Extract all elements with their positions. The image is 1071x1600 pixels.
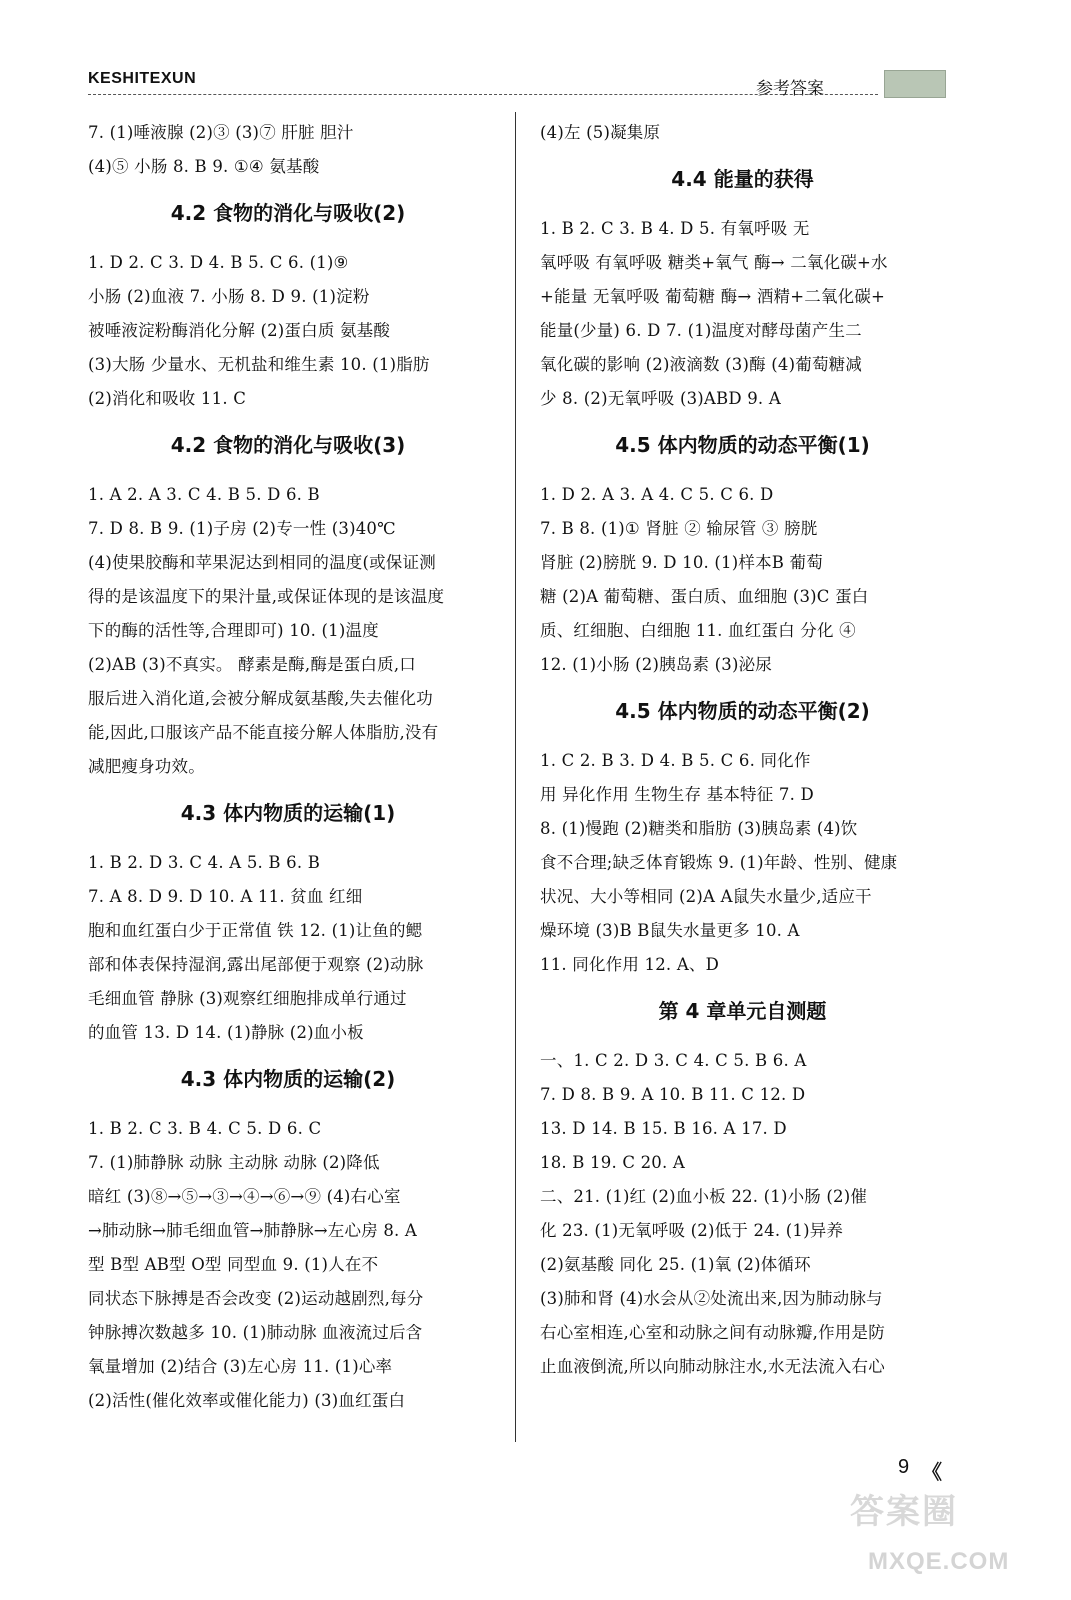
answer-line: 能量(少量) 6. D 7. (1)温度对酵母菌产生二 xyxy=(540,321,862,340)
right-column xyxy=(540,116,945,1384)
answer-line: +能量 无氧呼吸 葡萄糖 酶→ 酒精+二氧化碳+ xyxy=(540,287,886,306)
answer-line: 小肠 (2)血液 7. 小肠 8. D 9. (1)淀粉 xyxy=(88,287,370,306)
section-heading: 第 4 章单元自测题 xyxy=(658,999,827,1023)
header-title: 参考答案 xyxy=(756,79,824,99)
answer-line: 下的酶的活性等,合理即可) 10. (1)温度 xyxy=(88,621,379,640)
answer-line: 13. D 14. B 15. B 16. A 17. D xyxy=(540,1119,787,1138)
answer-line: 12. (1)小肠 (2)胰岛素 (3)泌尿 xyxy=(540,655,772,674)
section xyxy=(540,686,945,982)
intro-line: 7. (1)唾液腺 (2)③ (3)⑦ 肝脏 胆汁 xyxy=(88,123,354,142)
left-column xyxy=(88,116,488,1418)
answer-line: 1. B 2. D 3. C 4. A 5. B 6. B xyxy=(88,853,321,872)
section xyxy=(540,154,945,416)
answer-line: 止血液倒流,所以向肺动脉注水,水无法流入右心 xyxy=(540,1357,885,1376)
answer-line: 化 23. (1)无氧呼吸 (2)低于 24. (1)异养 xyxy=(540,1221,844,1240)
answer-line: 氧量增加 (2)结合 (3)左心房 11. (1)心率 xyxy=(88,1357,393,1376)
answer-line: 能,因此,口服该产品不能直接分解人体脂肪,没有 xyxy=(88,723,439,742)
answer-line: 糖 (2)A 葡萄糖、蛋白质、血细胞 (3)C 蛋白 xyxy=(540,587,869,606)
section-heading: 4.3 体内物质的运输(1) xyxy=(180,801,396,825)
answer-line: 质、红细胞、白细胞 11. 血红蛋白 分化 ④ xyxy=(540,621,856,640)
answer-line: 暗红 (3)⑧→⑤→③→④→⑥→⑨ (4)右心室 xyxy=(88,1187,401,1206)
column-divider xyxy=(515,112,516,1442)
answer-line: 少 8. (2)无氧呼吸 (3)ABD 9. A xyxy=(540,389,781,408)
answer-line: 7. (1)肺静脉 动脉 主动脉 动脉 (2)降低 xyxy=(88,1153,380,1172)
intro-line: (4)⑤ 小肠 8. B 9. ①④ 氨基酸 xyxy=(88,157,320,176)
watermark-url: MXQE.COM xyxy=(868,1548,1010,1575)
section-heading: 4.2 食物的消化与吸收(3) xyxy=(170,433,406,457)
answer-line: 钟脉搏次数越多 10. (1)肺动脉 血液流过后含 xyxy=(88,1323,423,1342)
watermark-logo: 答案圈 xyxy=(850,1492,958,1532)
answer-line: 1. B 2. C 3. B 4. D 5. 有氧呼吸 无 xyxy=(540,219,810,238)
answer-line: (3)大肠 少量水、无机盐和维生素 10. (1)脂肪 xyxy=(88,355,430,374)
section-heading: 4.4 能量的获得 xyxy=(671,167,814,191)
answer-line: 胞和血红蛋白少于正常值 铁 12. (1)让鱼的鳃 xyxy=(88,921,423,940)
answer-line: 服后进入消化道,会被分解成氨基酸,失去催化功 xyxy=(88,689,433,708)
header-brand: KESHITEXUN xyxy=(88,70,197,87)
answer-line: 18. B 19. C 20. A xyxy=(540,1153,686,1172)
answer-line: 食不合理;缺乏体育锻炼 9. (1)年龄、性别、健康 xyxy=(540,853,898,872)
answer-line: 燥环境 (3)B B鼠失水量更多 10. A xyxy=(540,921,800,940)
answer-line: 得的是该温度下的果汁量,或保证体现的是该温度 xyxy=(88,587,445,606)
answer-line: 7. A 8. D 9. D 10. A 11. 贫血 红细 xyxy=(88,887,363,906)
answer-line: 11. 同化作用 12. A、D xyxy=(540,955,720,974)
page-number: 9 xyxy=(898,1456,910,1478)
page-arrow-icon: 《 xyxy=(922,1460,942,1484)
answer-line: 状况、大小等相同 (2)A A鼠失水量少,适应干 xyxy=(540,887,872,906)
answer-line: 1. A 2. A 3. C 4. B 5. D 6. B xyxy=(88,485,320,504)
answer-line: 1. C 2. B 3. D 4. B 5. C 6. 同化作 xyxy=(540,751,811,770)
answer-line: 1. B 2. C 3. B 4. C 5. D 6. C xyxy=(88,1119,322,1138)
section xyxy=(88,420,488,784)
section-heading: 4.2 食物的消化与吸收(2) xyxy=(170,201,406,225)
answer-line: 被唾液淀粉酶消化分解 (2)蛋白质 氨基酸 xyxy=(88,321,391,340)
answer-line: 用 异化作用 生物生存 基本特征 7. D xyxy=(540,785,814,804)
answer-line: 7. D 8. B 9. (1)子房 (2)专一性 (3)40℃ xyxy=(88,519,396,538)
answer-line: (4)使果胶酶和苹果泥达到相同的温度(或保证测 xyxy=(88,553,436,572)
section xyxy=(540,986,945,1384)
answer-line: 二、21. (1)红 (2)血小板 22. (1)小肠 (2)催 xyxy=(540,1187,868,1206)
answer-line: (2)消化和吸收 11. C xyxy=(88,389,247,408)
section-heading: 4.3 体内物质的运输(2) xyxy=(180,1067,396,1091)
answer-line: 8. (1)慢跑 (2)糖类和脂肪 (3)胰岛素 (4)饮 xyxy=(540,819,858,838)
answer-line: (2)活性(催化效率或催化能力) (3)血红蛋白 xyxy=(88,1391,406,1410)
answer-line: 型 B型 AB型 O型 同型血 9. (1)人在不 xyxy=(88,1255,379,1274)
answer-line: 的血管 13. D 14. (1)静脉 (2)血小板 xyxy=(88,1023,364,1042)
header-dashed-rule xyxy=(88,94,878,95)
answer-line: 氧化碳的影响 (2)液滴数 (3)酶 (4)葡萄糖减 xyxy=(540,355,863,374)
section-heading: 4.5 体内物质的动态平衡(1) xyxy=(615,433,870,457)
answer-line: 1. D 2. A 3. A 4. C 5. C 6. D xyxy=(540,485,774,504)
answer-line: 减肥瘦身功效。 xyxy=(88,757,205,776)
answer-line: 右心室相连,心室和动脉之间有动脉瓣,作用是防 xyxy=(540,1323,885,1342)
answer-line: 一、1. C 2. D 3. C 4. C 5. B 6. A xyxy=(540,1051,807,1070)
answer-line: 部和体表保持湿润,露出尾部便于观察 (2)动脉 xyxy=(88,955,424,974)
answer-line: 毛细血管 静脉 (3)观察红细胞排成单行通过 xyxy=(88,989,407,1008)
section-heading: 4.5 体内物质的动态平衡(2) xyxy=(615,699,870,723)
intro-line: (4)左 (5)凝集原 xyxy=(540,123,661,142)
section xyxy=(88,788,488,1050)
answer-line: 7. D 8. B 9. A 10. B 11. C 12. D xyxy=(540,1085,806,1104)
answer-line: 同状态下脉搏是否会改变 (2)运动越剧烈,每分 xyxy=(88,1289,424,1308)
answer-line: (3)肺和肾 (4)水会从②处流出来,因为肺动脉与 xyxy=(540,1289,883,1308)
answer-line: 氧呼吸 有氧呼吸 糖类+氧气 酶→ 二氧化碳+水 xyxy=(540,253,888,272)
answer-line: 1. D 2. C 3. D 4. B 5. C 6. (1)⑨ xyxy=(88,253,349,272)
answer-line: (2)AB (3)不真实。 酵素是酶,酶是蛋白质,口 xyxy=(88,655,416,674)
answer-line: (2)氨基酸 同化 25. (1)氧 (2)体循环 xyxy=(540,1255,811,1274)
section xyxy=(88,1054,488,1418)
header-decoration-box xyxy=(884,70,946,98)
section xyxy=(540,420,945,682)
answer-line: →肺动脉→肺毛细血管→肺静脉→左心房 8. A xyxy=(88,1221,418,1240)
section xyxy=(88,188,488,416)
answer-line: 肾脏 (2)膀胱 9. D 10. (1)样本B 葡萄 xyxy=(540,553,823,572)
answer-line: 7. B 8. (1)① 肾脏 ② 输尿管 ③ 膀胱 xyxy=(540,519,818,538)
